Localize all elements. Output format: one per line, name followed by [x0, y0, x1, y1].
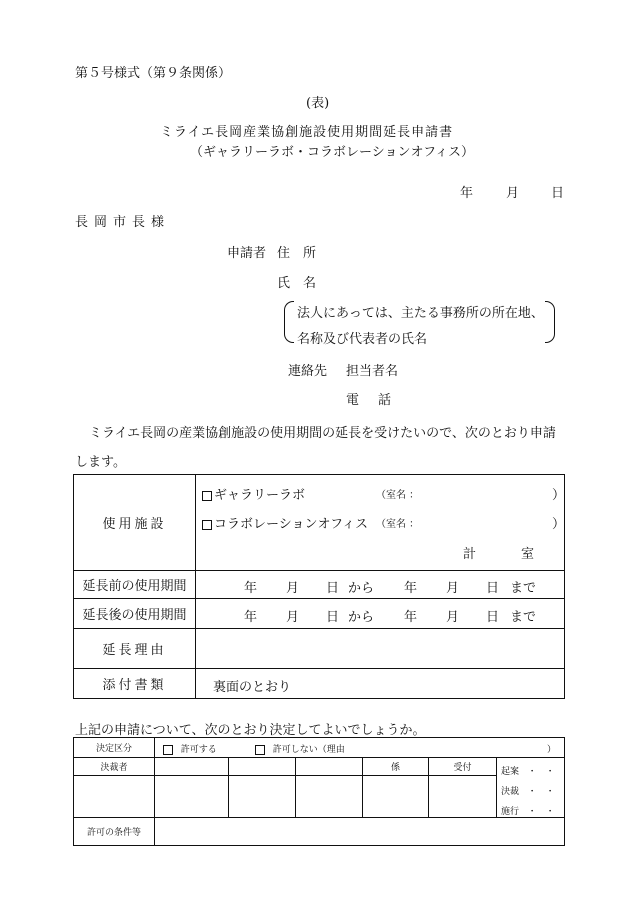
checkbox-icon[interactable] — [163, 745, 173, 755]
staff-label: 係 — [363, 758, 429, 776]
decision-table — [73, 737, 565, 846]
received-label: 受付 — [429, 758, 497, 776]
checkbox-icon[interactable] — [202, 491, 212, 501]
period-from: から — [348, 581, 375, 596]
facility-row — [74, 475, 565, 571]
note-line-2: 名称及び代表者の氏名 — [297, 332, 428, 347]
facility-label: 使用施設 — [74, 475, 196, 571]
form-number: 第５号様式（第９条関係） — [75, 66, 232, 81]
stamp-cell-6 — [429, 776, 497, 818]
total-label: 計 — [463, 547, 477, 562]
form-side: (表) — [306, 96, 330, 111]
after-period-row — [74, 599, 565, 629]
form-title: ミライエ長岡産業協創施設使用期間延長申請書 — [160, 125, 454, 140]
date-month: 月 — [506, 186, 520, 201]
attachments-row — [74, 669, 565, 699]
period-year: 年 — [404, 610, 418, 625]
room-unit: 室 — [521, 547, 535, 562]
enforce-date: 施行 ・ ・ — [501, 807, 555, 817]
stamp-cell-3 — [229, 776, 296, 818]
person-label: 担当者名 — [346, 364, 399, 379]
approver-cell-2 — [229, 758, 296, 776]
draft-date: 起案 ・ ・ — [501, 767, 555, 777]
period-year: 年 — [244, 610, 258, 625]
period-day: 日 — [486, 610, 500, 625]
addressee: 長岡市長様 — [75, 215, 171, 230]
before-period-cell — [196, 571, 565, 599]
decision-type-label: 決定区分 — [74, 738, 155, 758]
period-month: 月 — [286, 581, 300, 596]
before-period-row — [74, 571, 565, 599]
before-period-label: 延長前の使用期間 — [74, 571, 196, 599]
reason-close-paren: ） — [547, 745, 557, 755]
room-name-open-2: （室名 ： — [376, 519, 420, 530]
attachments-cell — [196, 669, 565, 699]
applicant-label: 申請者 — [227, 246, 267, 261]
period-year: 年 — [244, 581, 258, 596]
period-day: 日 — [326, 581, 340, 596]
period-month: 月 — [446, 581, 460, 596]
decision-type-cell — [155, 738, 565, 758]
decision-question: 上記の申請について、次のとおり決定してよいでしょうか。 — [75, 723, 426, 738]
date-year: 年 — [460, 186, 474, 201]
approval-header-row — [74, 758, 565, 776]
facility-cell — [196, 475, 565, 571]
stamp-cell-1 — [74, 776, 155, 818]
form-subtitle: （ギャラリーラボ・コラボレーションオフィス） — [190, 145, 475, 160]
intro-line-2: します。 — [75, 455, 126, 470]
period-day: 日 — [486, 581, 500, 596]
note-line-1: 法人にあっては、主たる事務所の所在地、 — [297, 306, 544, 321]
after-period-cell — [196, 599, 565, 629]
stamp-cell-5 — [363, 776, 429, 818]
stamp-cell-4 — [296, 776, 363, 818]
note-bracket-right — [545, 301, 555, 343]
not-permit-option[interactable]: 許可しない（理由 — [255, 742, 345, 755]
period-to: まで — [510, 610, 537, 625]
approver-cell-1 — [155, 758, 229, 776]
intro-line-1: ミライエ長岡の産業協創施設の使用期間の延長を受けたいので、次のとおり申請 — [89, 426, 556, 441]
period-year: 年 — [404, 581, 418, 596]
dates-cell — [497, 758, 565, 818]
approver-cell-3 — [296, 758, 363, 776]
reason-field[interactable] — [196, 629, 565, 669]
checkbox-icon[interactable] — [202, 520, 212, 530]
period-month: 月 — [286, 610, 300, 625]
conditions-label: 許可の条件等 — [74, 818, 155, 846]
permit-option[interactable]: 許可する — [163, 742, 217, 755]
period-month: 月 — [446, 610, 460, 625]
note-bracket-left — [284, 301, 294, 343]
checkbox-icon[interactable] — [255, 745, 265, 755]
attachments-value: 裏面のとおり — [213, 680, 292, 695]
room-name-open-1: （室名 ： — [376, 490, 420, 501]
approver-label: 決裁者 — [74, 758, 155, 776]
decision-type-row — [74, 738, 565, 758]
stamp-row — [74, 776, 565, 818]
room-name-close-2: ） — [552, 517, 566, 532]
approval-date: 決裁 ・ ・ — [501, 787, 555, 797]
room-name-close-1: ） — [552, 488, 566, 503]
conditions-row — [74, 818, 565, 846]
reason-label: 延長理由 — [74, 629, 196, 669]
option-collaboration-office[interactable]: コラボレーションオフィス — [202, 513, 368, 532]
period-from: から — [348, 610, 375, 625]
contact-label: 連絡先 — [288, 364, 328, 379]
phone-label: 電 話 — [346, 393, 395, 408]
period-to: まで — [510, 581, 537, 596]
name-label: 氏 名 — [277, 276, 317, 291]
stamp-cell-2 — [155, 776, 229, 818]
application-table — [73, 474, 565, 699]
attachments-label: 添付書類 — [74, 669, 196, 699]
after-period-label: 延長後の使用期間 — [74, 599, 196, 629]
address-label: 住 所 — [277, 246, 317, 261]
conditions-field[interactable] — [155, 818, 565, 846]
reason-row — [74, 629, 565, 669]
date-day: 日 — [551, 186, 565, 201]
option-gallery-lab[interactable]: ギャラリーラボ — [202, 484, 305, 503]
period-day: 日 — [326, 610, 340, 625]
